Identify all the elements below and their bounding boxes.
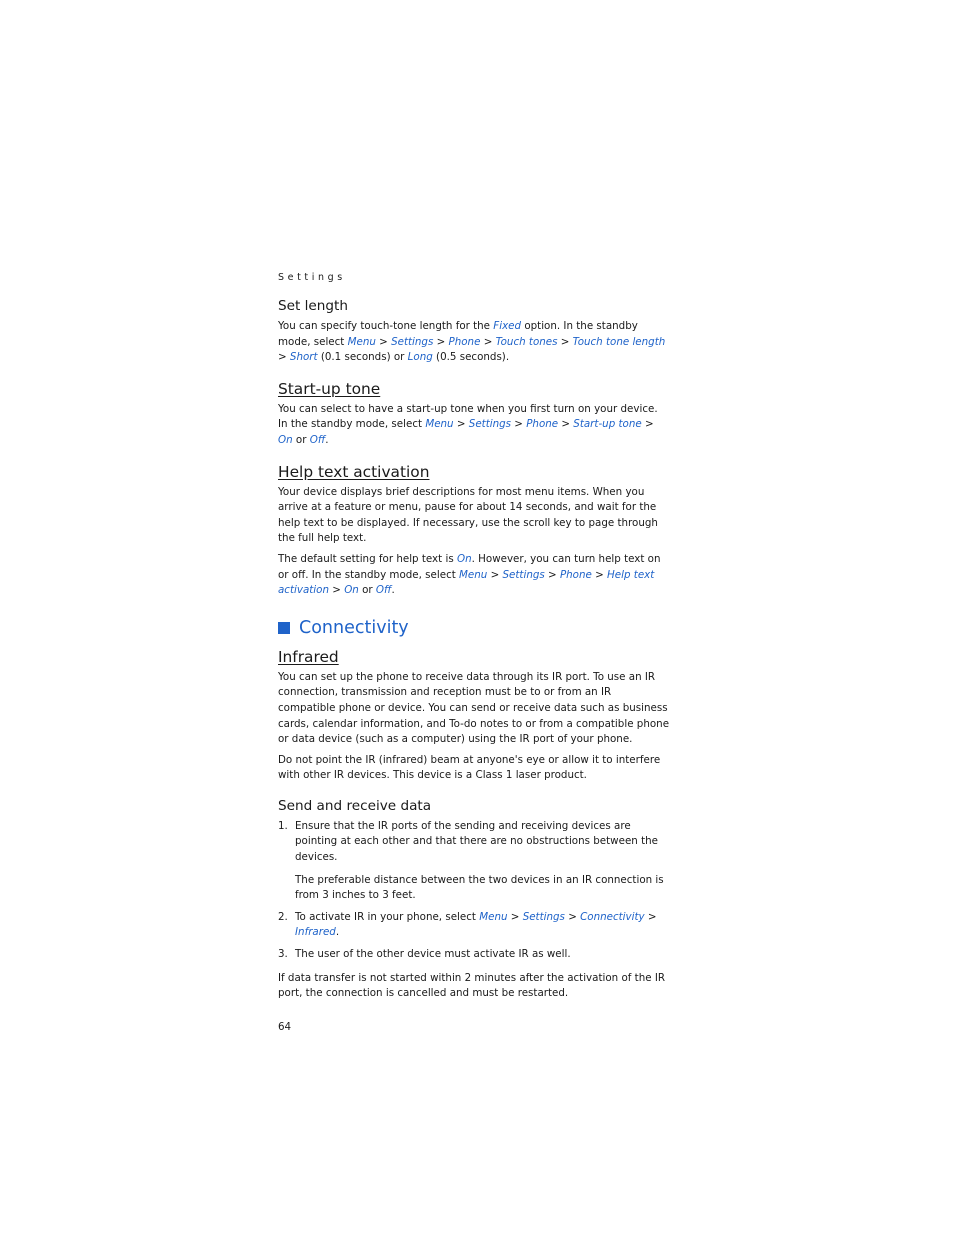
menu-item-link: Infrared — [295, 926, 336, 939]
startup-tone-heading: Start-up tone — [278, 379, 381, 398]
menu-item-link: Menu — [459, 568, 488, 581]
infrared-paragraph-2: Do not point the IR (infrared) beam at anyone's eye or allow it to interfere with other IR devices. This device is a Class 1 laser product. — [278, 753, 661, 782]
menu-item-link: Short — [289, 351, 318, 364]
menu-item-link: Settings — [468, 418, 512, 431]
menu-item-link: Help text activation — [278, 568, 655, 597]
step-text: To activate IR in your phone, select Menu > Settings > Connectivity > Infrared. — [295, 910, 657, 939]
set-length-paragraph: You can specify touch-tone length for the Fixed option. In the standby mode, select Menu > Settings > Phone > Touch tones > Touch tone length > Short (0.1 seconds) or Long (0.5 seconds). — [278, 320, 666, 364]
chapter-title: Connectivity — [299, 617, 409, 638]
page-number: 64 — [278, 1020, 292, 1033]
step-number: 2. — [278, 910, 288, 923]
blue-square-icon — [278, 622, 290, 634]
step-item — [278, 947, 670, 963]
menu-item-link: Touch tones — [495, 335, 558, 348]
menu-item-link: Menu — [347, 335, 376, 348]
help-text-paragraph-1: Your device displays brief descriptions for most menu items. When you arrive at a feature or menu, pause for about 14 seconds, and wait for the help text to be displayed. If necessary, use the scroll key to page through the full help text. — [278, 485, 658, 545]
menu-item-link: Phone — [526, 418, 559, 431]
steps-list — [278, 819, 670, 963]
menu-item-link: Settings — [522, 910, 565, 923]
menu-item-link: Menu — [479, 910, 508, 923]
running-head: Settings — [278, 272, 346, 283]
menu-item-link: Start-up tone — [573, 418, 642, 431]
menu-item-link: Connectivity — [580, 910, 645, 923]
menu-item-link: Off — [375, 584, 392, 597]
menu-item-link: On — [456, 552, 472, 565]
menu-item-link: Settings — [502, 568, 545, 581]
step-text: The user of the other device must activate IR as well. — [295, 948, 571, 961]
set-length-heading: Set length — [278, 298, 348, 314]
menu-item-link: Menu — [425, 418, 454, 431]
help-text-heading: Help text activation — [278, 462, 430, 481]
step-note: The preferable distance between the two devices in an IR connection is from 3 inches to 3 feet. — [295, 873, 664, 902]
page-content — [278, 272, 670, 1033]
infrared-heading: Infrared — [278, 647, 339, 666]
step-number: 3. — [278, 948, 288, 961]
step-number: 1. — [278, 819, 288, 832]
help-text-paragraph-2: The default setting for help text is On. However, you can turn help text on or off. In the standby mode, select Menu > Settings > Phone > Help text activation > On or Off. — [278, 552, 661, 597]
menu-item-link: Long — [407, 351, 433, 364]
menu-item-link: On — [344, 584, 359, 597]
send-receive-heading: Send and receive data — [278, 797, 432, 814]
menu-item-link: Phone — [559, 568, 592, 581]
connectivity-chapter-heading — [278, 617, 670, 639]
menu-item-link: Phone — [448, 335, 481, 348]
menu-item-link: Settings — [391, 335, 434, 348]
step-text: Ensure that the IR ports of the sending and receiving devices are pointing at each other and that there are no obstructions between the devices. — [295, 819, 658, 864]
startup-tone-paragraph: You can select to have a start-up tone when you first turn on your device. In the standby mode, select Menu > Settings > Phone > Start-up tone > On or Off. — [278, 402, 658, 446]
menu-item-link: Off — [309, 433, 326, 446]
menu-item-link: Touch tone length — [572, 335, 666, 348]
step-item — [278, 819, 670, 904]
menu-item-link: On — [278, 433, 293, 446]
menu-item-link: Fixed — [493, 320, 522, 332]
step-item — [278, 910, 670, 941]
infrared-paragraph-1: You can set up the phone to receive data through its IR port. To use an IR connection, transmission and reception must be to or from an IR compatible phone or device. You can send or receive data such as business cards, calendar information, and To-do notes to or from a compatible phone or data device (such as a computer) using the IR port of your phone. — [278, 670, 670, 746]
closing-paragraph: If data transfer is not started within 2 minutes after the activation of the IR port, the connection is cancelled and must be restarted. — [278, 971, 666, 1000]
